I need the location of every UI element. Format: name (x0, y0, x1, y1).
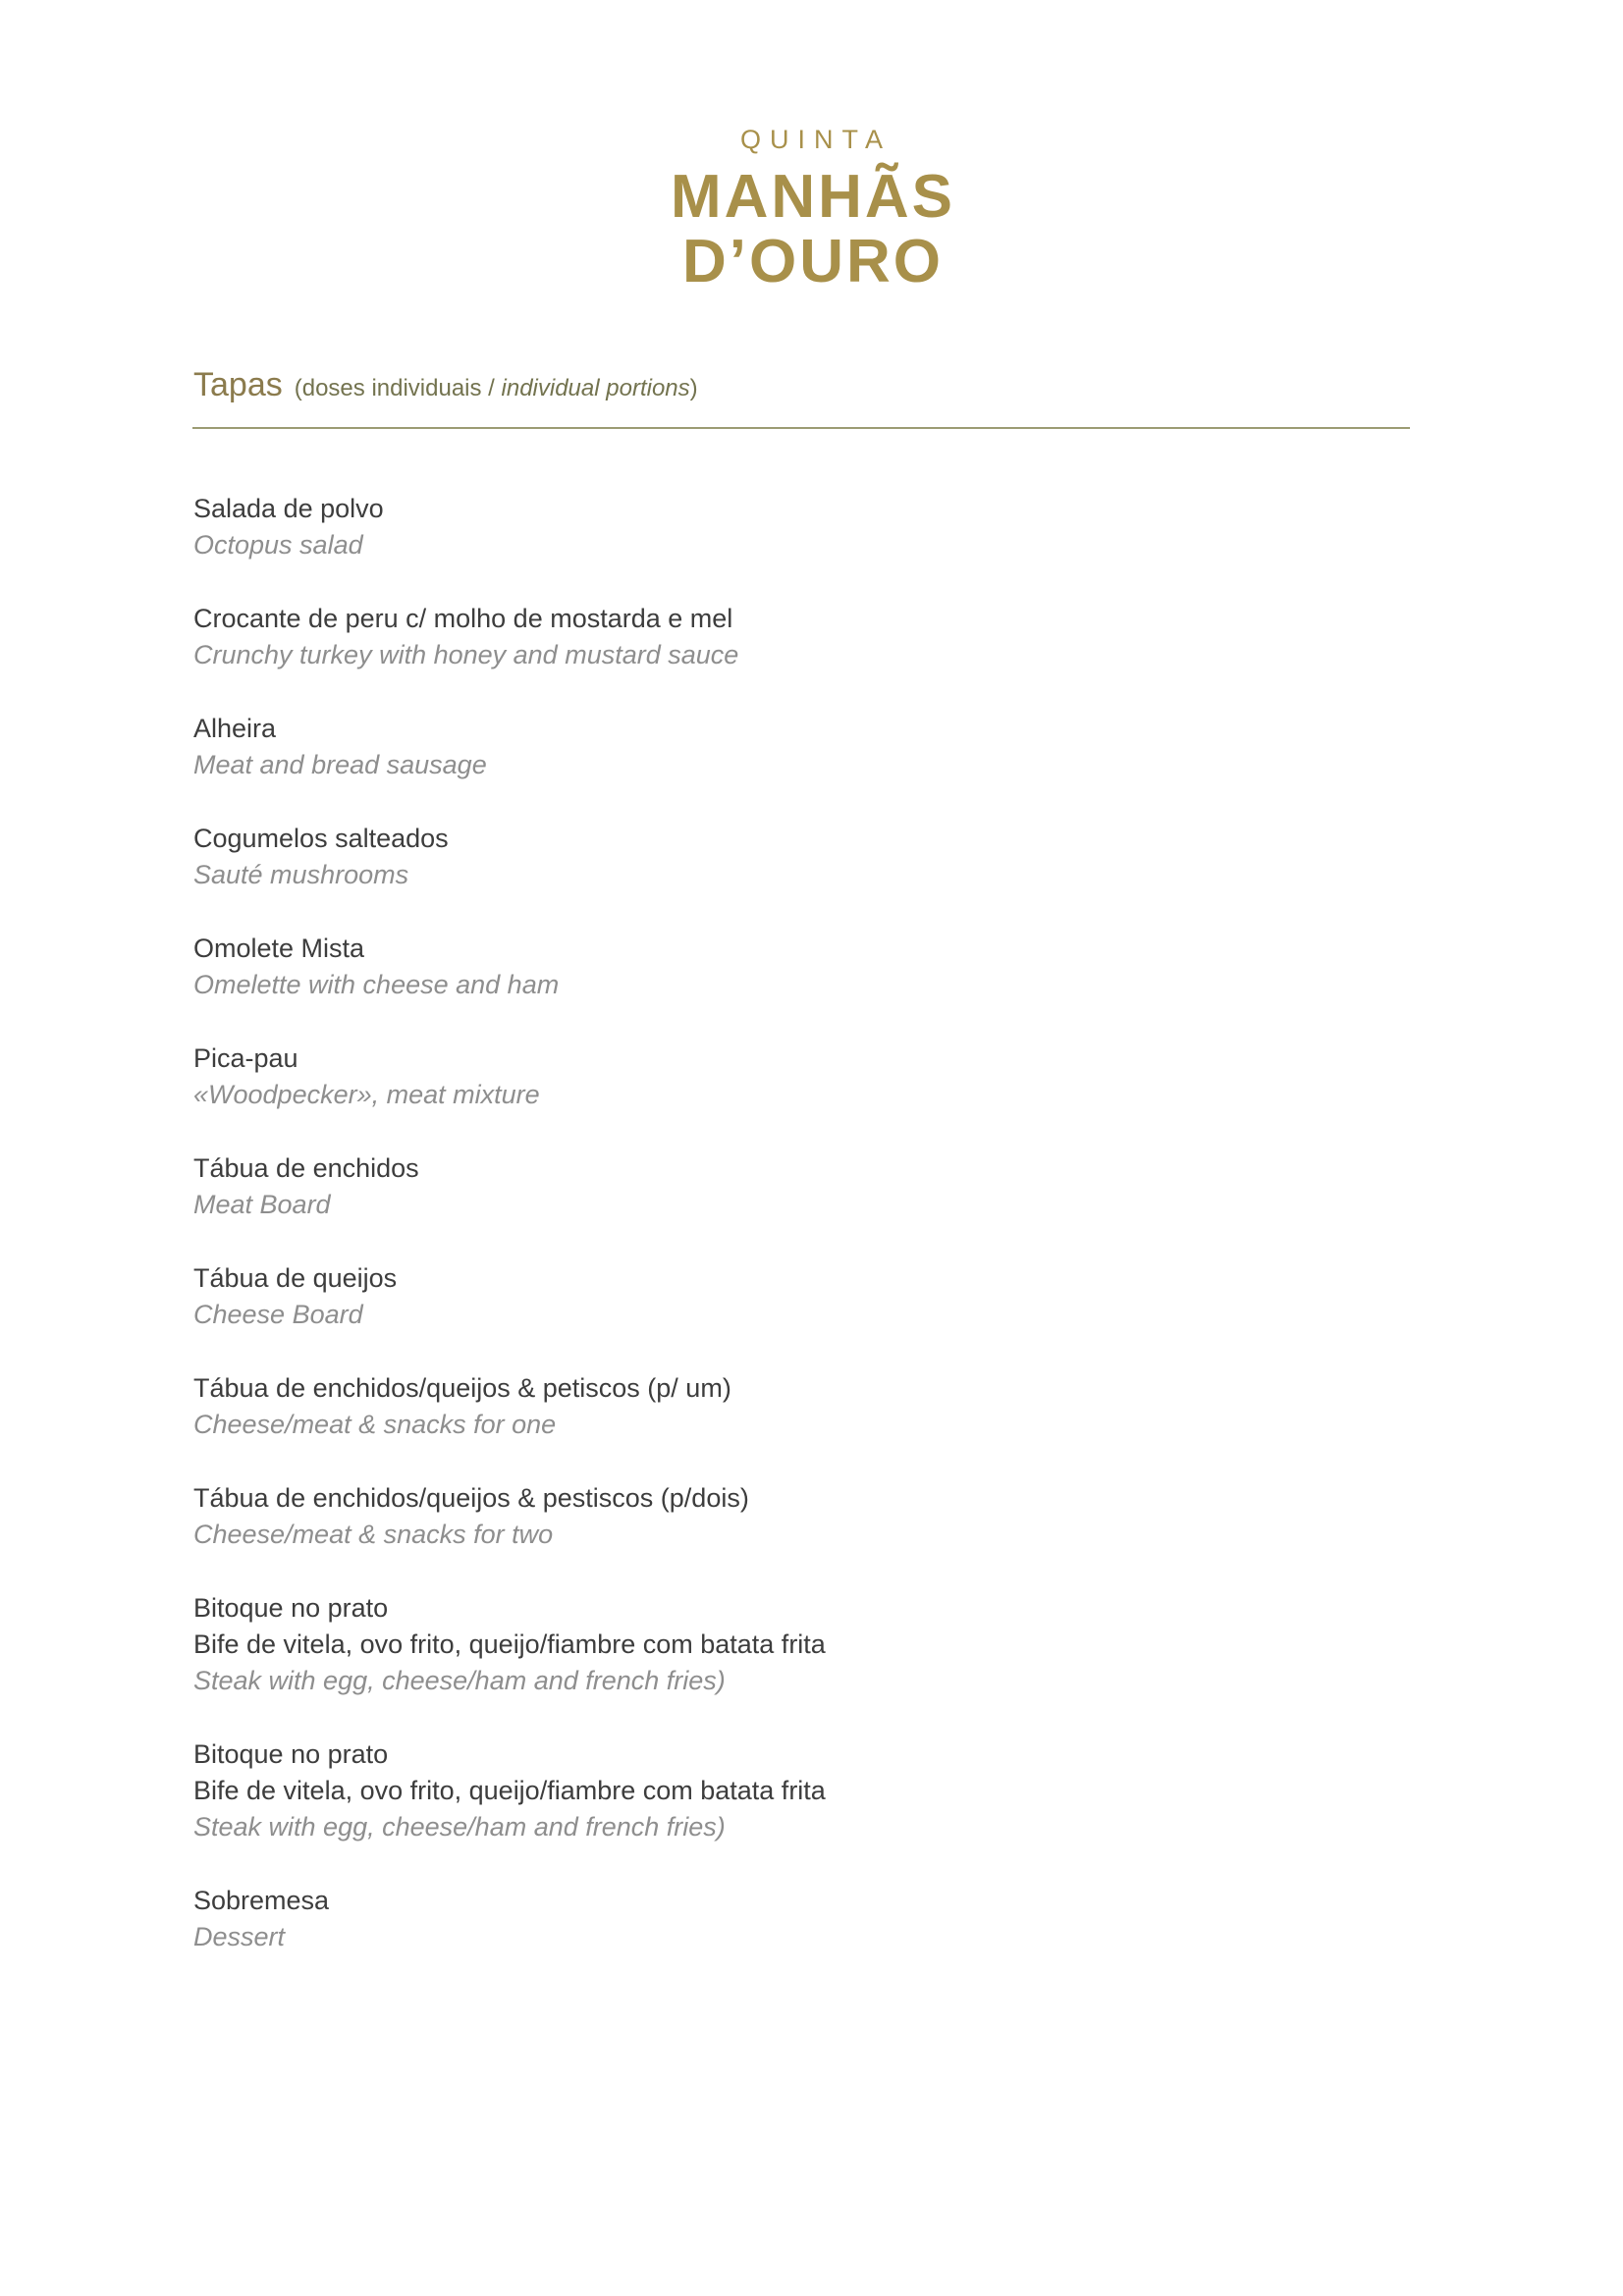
item-name: Tábua de enchidos/queijos & petiscos (p/ um) (193, 1373, 731, 1403)
section-note-prefix: (doses individuais / (294, 375, 502, 401)
section-heading (193, 365, 1409, 404)
item-translation: Meat and bread sausage (193, 750, 487, 779)
item-name: Alheira (193, 714, 277, 743)
item-translation: Crunchy turkey with honey and mustard sauce (193, 640, 739, 669)
restaurant-logo (0, 126, 1623, 293)
menu-item (193, 601, 1409, 673)
menu-item (193, 1150, 1409, 1223)
item-translation: «Woodpecker», meat mixture (193, 1080, 540, 1109)
menu-item (193, 1041, 1409, 1113)
item-translation: Sauté mushrooms (193, 860, 409, 889)
item-name: Omolete Mista (193, 934, 365, 963)
menu-item (193, 931, 1409, 1003)
item-translation: Cheese Board (193, 1300, 363, 1329)
item-name: Tábua de enchidos (193, 1153, 419, 1183)
menu-item (193, 1260, 1409, 1333)
section-note-italic: individual portions (501, 375, 690, 401)
item-translation: Cheese/meat & snacks for two (193, 1520, 554, 1549)
menu-item (193, 1736, 1409, 1845)
item-name: Bitoque no prato (193, 1593, 389, 1623)
menu-list (193, 491, 1409, 1993)
section-note-suffix: ) (689, 375, 698, 401)
item-name: Tábua de enchidos/queijos & pestiscos (p/dois) (193, 1483, 749, 1513)
menu-item (193, 491, 1409, 563)
item-translation: Steak with egg, cheese/ham and french fries) (193, 1666, 726, 1695)
menu-item (193, 1370, 1409, 1443)
item-name: Cogumelos salteados (193, 824, 449, 853)
item-name: Pica-pau (193, 1043, 298, 1073)
item-name: Tábua de queijos (193, 1263, 398, 1293)
item-name: Bitoque no prato (193, 1739, 389, 1769)
item-description: Bife de vitela, ovo frito, queijo/fiambre com batata frita (193, 1776, 826, 1805)
menu-item (193, 711, 1409, 783)
section-divider (192, 427, 1410, 429)
item-translation: Octopus salad (193, 530, 363, 560)
item-description: Bife de vitela, ovo frito, queijo/fiambre com batata frita (193, 1629, 826, 1659)
item-translation: Omelette with cheese and ham (193, 970, 560, 999)
logo-line-quinta: QUINTA (740, 125, 892, 154)
item-name: Crocante de peru c/ molho de mostarda e mel (193, 604, 733, 633)
logo-line-douro: D’OURO (682, 228, 944, 295)
section-note (295, 375, 698, 401)
item-translation: Cheese/meat & snacks for one (193, 1410, 557, 1439)
item-name: Salada de polvo (193, 494, 384, 523)
logo-line-manhas: MANHÃS (670, 163, 956, 231)
section-title: Tapas (193, 366, 283, 403)
item-name: Sobremesa (193, 1886, 330, 1915)
menu-item (193, 1883, 1409, 1955)
item-translation: Meat Board (193, 1190, 331, 1219)
item-translation: Steak with egg, cheese/ham and french fries) (193, 1812, 726, 1842)
menu-item (193, 1590, 1409, 1699)
item-translation: Dessert (193, 1922, 286, 1951)
menu-item (193, 1480, 1409, 1553)
menu-item (193, 821, 1409, 893)
